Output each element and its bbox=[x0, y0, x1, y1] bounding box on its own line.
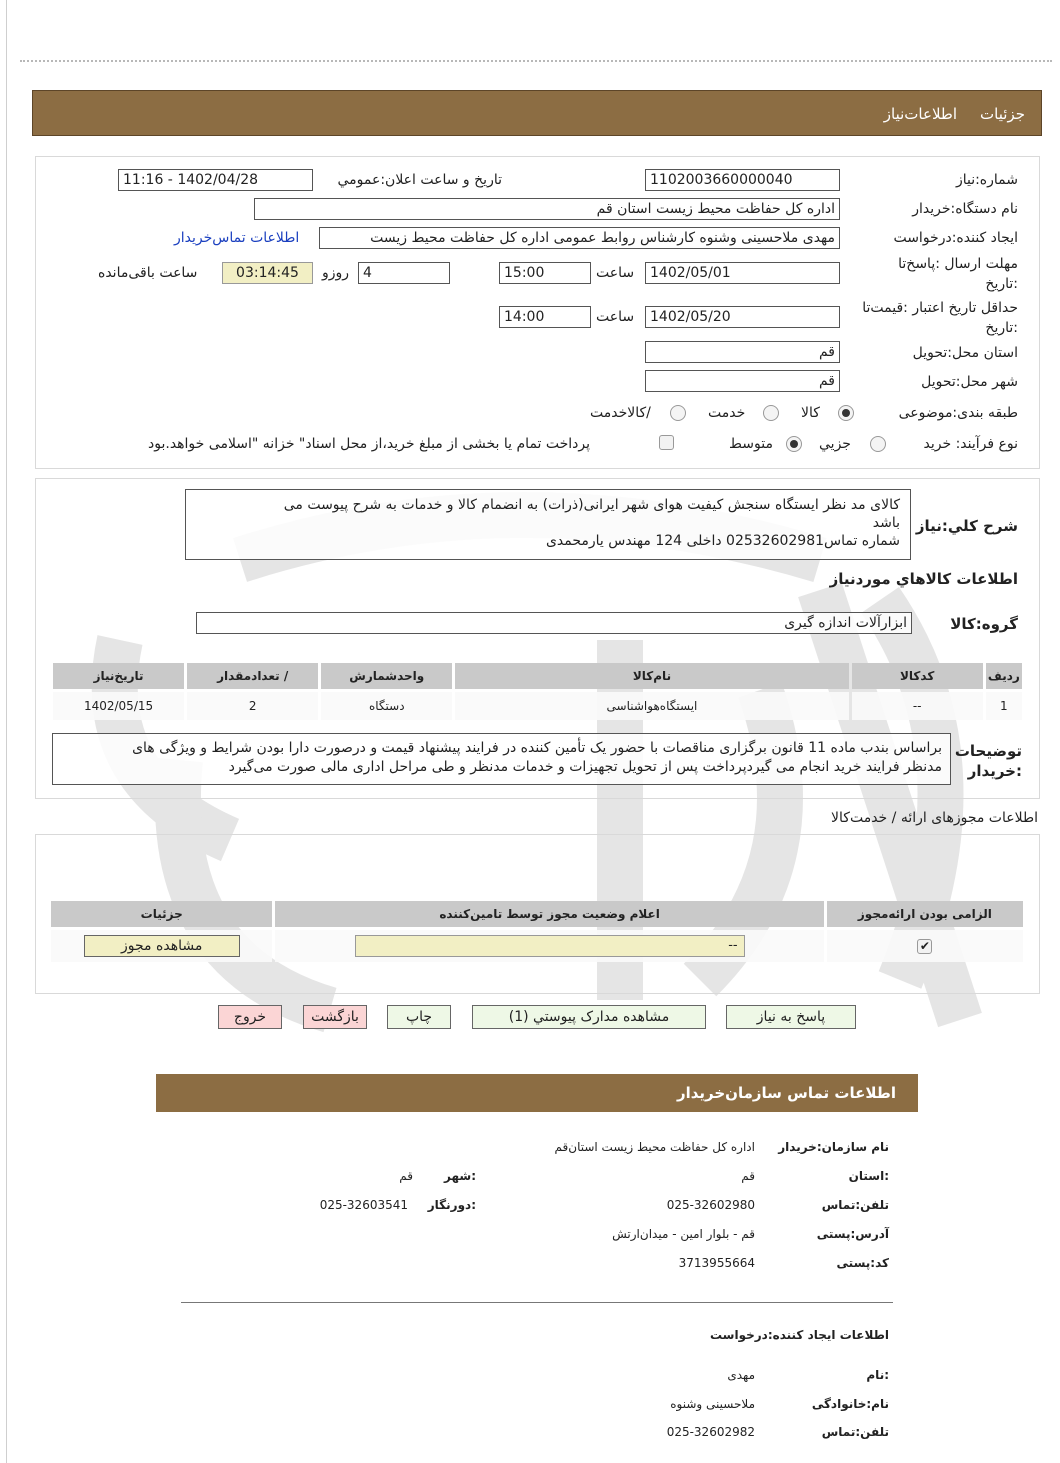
announce-label: تاریخ و ساعت اعلان:عمومي bbox=[337, 172, 502, 188]
need-number-label: شماره:نیاز bbox=[955, 172, 1018, 188]
cell-code: -- bbox=[852, 692, 983, 720]
contact-postal-label: کد:پستی bbox=[836, 1256, 889, 1270]
process-medium-radio[interactable] bbox=[786, 436, 802, 452]
contact-city-label: :شهر bbox=[444, 1169, 476, 1183]
days-field: 4 bbox=[358, 262, 450, 284]
buyer-notes-box bbox=[52, 733, 951, 785]
col-date: تاریخ‌نیاز bbox=[53, 663, 184, 689]
description-label: شرح کلي:نياز bbox=[915, 517, 1018, 535]
col-unit: واحدشمارش bbox=[321, 663, 452, 689]
city-label: شهر محل:تحویل bbox=[921, 374, 1018, 390]
buyer-org-field: اداره کل حفاظت محیط زیست استان قم bbox=[254, 198, 840, 220]
deadline-time-field: 15:00 bbox=[499, 262, 591, 284]
goods-table bbox=[50, 660, 1025, 723]
contact-fax-value: 025-32603541 bbox=[319, 1198, 408, 1212]
deadline-label-date: :تاریخ bbox=[985, 276, 1018, 292]
cell-permit-required bbox=[827, 930, 1023, 962]
cell-unit: دستگاه bbox=[321, 692, 452, 720]
left-border-line bbox=[6, 0, 7, 1463]
province-field: قم bbox=[645, 341, 840, 363]
process-medium-label: متوسط bbox=[729, 436, 773, 452]
reply-button[interactable]: پاسخ به نیاز bbox=[726, 1005, 856, 1029]
remaining-time-label: ساعت باقی‌مانده bbox=[98, 265, 198, 281]
contact-address-label: آدرس:پستی bbox=[816, 1227, 889, 1241]
cell-permit-status bbox=[275, 930, 823, 962]
permits-table bbox=[48, 898, 1026, 965]
goods-info-title: اطلاعات کالاهاي موردنياز bbox=[829, 570, 1018, 588]
days-label: روزو bbox=[322, 265, 350, 281]
col-permit-details: جزئیات bbox=[51, 901, 272, 927]
permits-table-header bbox=[51, 901, 1023, 927]
category-service-label: خدمت bbox=[708, 405, 746, 421]
province-label: استان محل:تحویل bbox=[912, 345, 1018, 361]
validity-date-field: 1402/05/20 bbox=[645, 306, 840, 328]
contact-fax-label: :دورنگار bbox=[427, 1198, 476, 1212]
category-label: طبقه بندی:موضوعی bbox=[898, 405, 1018, 421]
col-permit-status: اعلام وضعیت مجوز توسط تامین‌کننده bbox=[275, 901, 823, 927]
attachments-button[interactable]: مشاهده مدارک پیوستي (1) bbox=[472, 1005, 706, 1029]
top-dotted-separator bbox=[20, 60, 1052, 62]
permits-title: اطلاعات مجوزهای ارائه / خدمت‌کالا bbox=[831, 810, 1038, 826]
category-goods-radio[interactable] bbox=[838, 405, 854, 421]
process-small-label: جزیي bbox=[819, 436, 851, 452]
buyer-contact-link[interactable]: اطلاعات تماس‌خریدار bbox=[174, 230, 300, 246]
category-goods-label: کالا bbox=[801, 405, 820, 421]
remaining-time-field: 03:14:45 bbox=[222, 262, 313, 284]
buyer-notes-label: توضیحات bbox=[954, 742, 1022, 760]
buyer-org-label: نام دستگاه:خریدار bbox=[912, 201, 1018, 217]
buyer-notes-line-2: مدنظر فرایند خرید انجام می گیردپرداخت پس از تحویل تجهیزات و خدمات مدنظر و طی مراحل اداری مالی صورت می‌گیرد bbox=[228, 759, 942, 775]
creator-info-title: اطلاعات ایجاد کننده:درخواست bbox=[709, 1328, 889, 1342]
treasury-payment-note: پرداخت تمام یا بخشی از مبلغ خرید،از محل اسناد" خزانه "اسلامی خواهد.بود bbox=[148, 436, 591, 452]
details-header-bar bbox=[32, 90, 1042, 136]
description-line-3: شماره تماس02532602981 داخلی 124 مهندس یارمحمدی bbox=[545, 533, 900, 549]
deadline-time-label: ساعت bbox=[596, 265, 635, 281]
creator-phone-value: 025-32602982 bbox=[666, 1425, 755, 1439]
contact-phone-label: تلفن:تماس bbox=[821, 1198, 889, 1212]
process-small-radio[interactable] bbox=[870, 436, 886, 452]
contact-header-bar bbox=[156, 1074, 918, 1112]
goods-table-header bbox=[53, 663, 1022, 689]
cell-row: 1 bbox=[986, 692, 1022, 720]
check-icon[interactable]: ✔ bbox=[917, 939, 932, 954]
contact-province-label: :استان bbox=[848, 1169, 889, 1183]
contact-postal-value: 3713955664 bbox=[678, 1256, 755, 1270]
table-row bbox=[53, 692, 1022, 720]
validity-label-date: :تاریخ bbox=[985, 320, 1018, 336]
process-type-label: نوع فرآیند: خرید bbox=[923, 436, 1018, 452]
table-row bbox=[51, 930, 1023, 962]
back-button[interactable]: بازگشت bbox=[303, 1005, 367, 1029]
col-code: کدکالا bbox=[852, 663, 983, 689]
creator-label: ایجاد کننده:درخواست bbox=[893, 230, 1018, 246]
permit-status-field: -- bbox=[355, 935, 745, 957]
validity-label: حداقل تاریخ اعتبار :قیمت‌تا bbox=[862, 300, 1018, 316]
city-field: قم bbox=[645, 370, 840, 392]
validity-time-label: ساعت bbox=[596, 309, 635, 325]
col-row: ردیف bbox=[986, 663, 1022, 689]
creator-field: مهدی ملاحسینی وشنوه کارشناس روابط عمومی اداره کل حفاظت محیط زیست bbox=[319, 227, 840, 249]
col-permit-required: الزامی بودن ارائه‌مجوز bbox=[827, 901, 1023, 927]
cell-name: ایستگاه‌هواشناسی bbox=[455, 692, 848, 720]
tab-details[interactable]: جزئیات bbox=[980, 105, 1025, 123]
col-qty: / تعدادمقدار bbox=[187, 663, 318, 689]
creator-name-value: مهدی bbox=[727, 1368, 755, 1382]
description-line-1: کالای مد نظر ایستگاه سنجش کیفیت هوای شهر ایرانی(ذرات) به انضمام کالا و خدمات به شرح پیوست می bbox=[283, 497, 900, 513]
buyer-notes-line-1: براساس بندب ماده 11 قانون برگزاری مناقصات با حضور یک تأمین کننده در فرایند پیشنهاد قیمت و درصورت دارا بودن شرایط و ویژگی های bbox=[132, 740, 942, 756]
col-name: نام‌کالا bbox=[455, 663, 848, 689]
contact-org-value: اداره کل حفاظت محیط زیست استان‌قم bbox=[554, 1140, 755, 1154]
goods-group-field: ابزارآلات اندازه گیری bbox=[196, 612, 912, 634]
need-number-field: 1102003660000040 bbox=[645, 169, 840, 191]
creator-phone-label: تلفن:تماس bbox=[821, 1425, 889, 1439]
print-button[interactable]: چاپ bbox=[387, 1005, 451, 1029]
creator-name-label: :نام bbox=[866, 1368, 889, 1382]
exit-button[interactable]: خروج bbox=[218, 1005, 282, 1029]
cell-date: 1402/05/15 bbox=[53, 692, 184, 720]
announce-field: 1402/04/28 - 11:16 bbox=[118, 169, 313, 191]
description-line-2: باشد bbox=[872, 515, 900, 531]
category-goods-service-label: /کالاخدمت bbox=[590, 405, 651, 421]
creator-family-value: ملاحسینی وشنوه bbox=[670, 1397, 755, 1411]
buyer-notes-label-2: :خریدار bbox=[967, 762, 1022, 780]
deadline-date-field: 1402/05/01 bbox=[645, 262, 840, 284]
description-box bbox=[185, 489, 911, 560]
contact-header-title: اطلاعات تماس سازمان‌خریدار bbox=[676, 1084, 896, 1102]
contact-address-value: قم - بلوار امین - میدان‌ارتش bbox=[612, 1227, 755, 1241]
contact-city-value: قم bbox=[399, 1169, 413, 1183]
cell-permit-details bbox=[51, 930, 272, 962]
goods-group-label: گروه:کالا bbox=[950, 615, 1018, 633]
tab-info[interactable]: اطلاعات‌نیاز bbox=[883, 105, 957, 123]
category-goods-service-radio[interactable] bbox=[670, 405, 686, 421]
contact-divider bbox=[181, 1302, 893, 1303]
view-permit-button[interactable]: مشاهده مجوز bbox=[84, 935, 240, 957]
deadline-label: مهلت ارسال :پاسخ‌تا bbox=[898, 256, 1018, 272]
contact-org-label: نام سازمان:خریدار bbox=[778, 1140, 889, 1154]
validity-time-field: 14:00 bbox=[499, 306, 591, 328]
treasury-payment-checkbox[interactable] bbox=[659, 435, 674, 450]
creator-family-label: نام:خانوادگی bbox=[811, 1397, 889, 1411]
contact-province-value: قم bbox=[741, 1169, 755, 1183]
contact-phone-value: 025-32602980 bbox=[666, 1198, 755, 1212]
category-service-radio[interactable] bbox=[763, 405, 779, 421]
cell-qty: 2 bbox=[187, 692, 318, 720]
